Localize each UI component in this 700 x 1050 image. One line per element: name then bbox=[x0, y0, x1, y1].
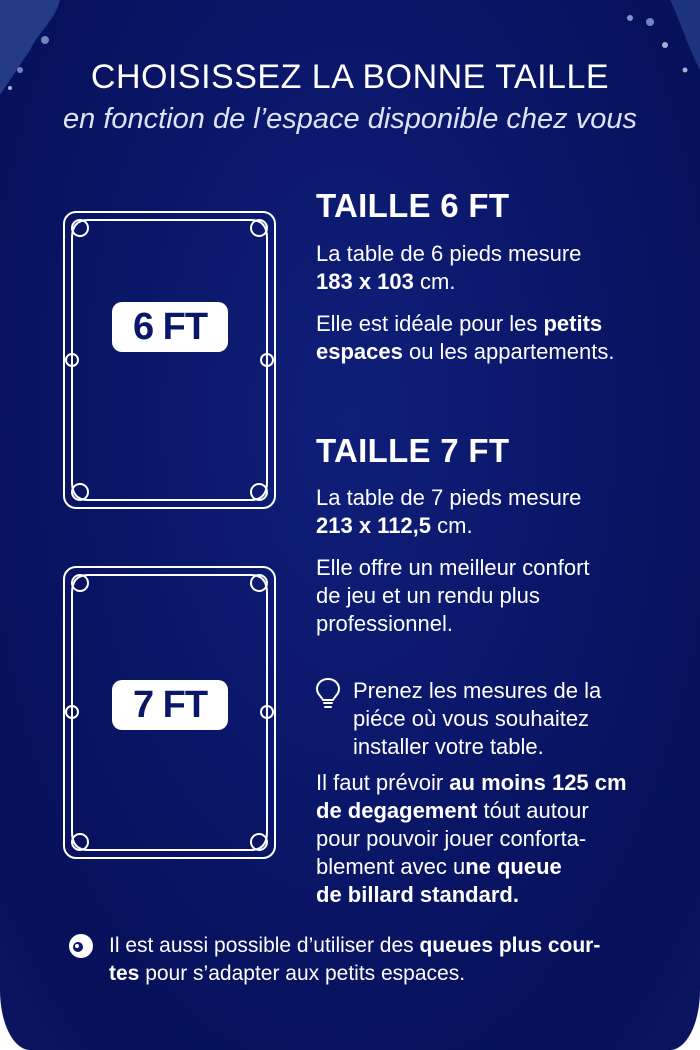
text-emphasis: espaces bbox=[316, 339, 403, 364]
text-line: La table de 7 pieds mesure bbox=[316, 485, 582, 510]
size6-description-text bbox=[316, 310, 686, 366]
badge-6ft: 6 FT bbox=[112, 302, 228, 352]
page-subtitle: en fonction de l’espace disponible chez vous bbox=[63, 103, 637, 135]
pool-table-6ft-icon bbox=[62, 210, 277, 510]
text-line: installer votre table. bbox=[353, 734, 544, 759]
text-line: ou les appartements. bbox=[402, 339, 615, 364]
text-line: Il faut prévoir bbox=[316, 770, 450, 795]
text-line: Il est aussi possible d’utiliser des bbox=[109, 934, 420, 957]
text-line: cm. bbox=[431, 513, 473, 538]
note-text bbox=[109, 932, 694, 988]
text-emphasis: de degagement bbox=[316, 798, 478, 823]
section-title-7ft: TAILLE 7 FT bbox=[316, 432, 510, 469]
text-line: Elle offre un meilleur confort bbox=[316, 555, 590, 580]
text-line: Elle est idéale pour les bbox=[316, 311, 544, 336]
text-emphasis: petits bbox=[543, 311, 603, 336]
tip-text bbox=[353, 677, 683, 761]
text-emphasis: 213 x 112,5 bbox=[316, 513, 432, 538]
cue-ball-icon bbox=[67, 932, 95, 960]
text-line: La table de 6 pieds mesure bbox=[316, 241, 582, 266]
text-line: cm. bbox=[413, 269, 456, 294]
badge-7ft: 7 FT bbox=[112, 680, 228, 730]
size7-description-text bbox=[316, 554, 686, 638]
section-title-6ft: TAILLE 6 FT bbox=[316, 187, 510, 224]
text-line: tóut autour bbox=[477, 798, 589, 823]
size7-dimensions-text bbox=[316, 484, 686, 540]
text-emphasis: tes bbox=[109, 962, 140, 985]
size6-dimensions-text bbox=[316, 240, 686, 296]
text-line: pour s’adapter aux petits espaces. bbox=[139, 962, 466, 985]
lightbulb-icon bbox=[314, 676, 342, 712]
text-line: Prenez les mesures de la bbox=[353, 678, 602, 703]
text-line: de jeu et un rendu plus bbox=[316, 583, 540, 608]
text-emphasis: de billard standard. bbox=[316, 882, 519, 907]
text-line: piéce où vous souhaitez bbox=[353, 706, 590, 731]
text-line: professionnel. bbox=[316, 611, 453, 636]
text-emphasis: ne queue bbox=[465, 854, 562, 879]
text-emphasis: queues plus cour- bbox=[419, 934, 601, 957]
clearance-text bbox=[316, 769, 696, 909]
text-line: pour pouvoir jouer conforta- bbox=[316, 826, 587, 851]
text-emphasis: 183 x 103 bbox=[316, 269, 414, 294]
text-emphasis: au moins 125 cm bbox=[449, 770, 627, 795]
page-title: CHOISISSEZ LA BONNE TAILLE bbox=[90, 58, 610, 96]
text-line: blement avec u bbox=[316, 854, 466, 879]
